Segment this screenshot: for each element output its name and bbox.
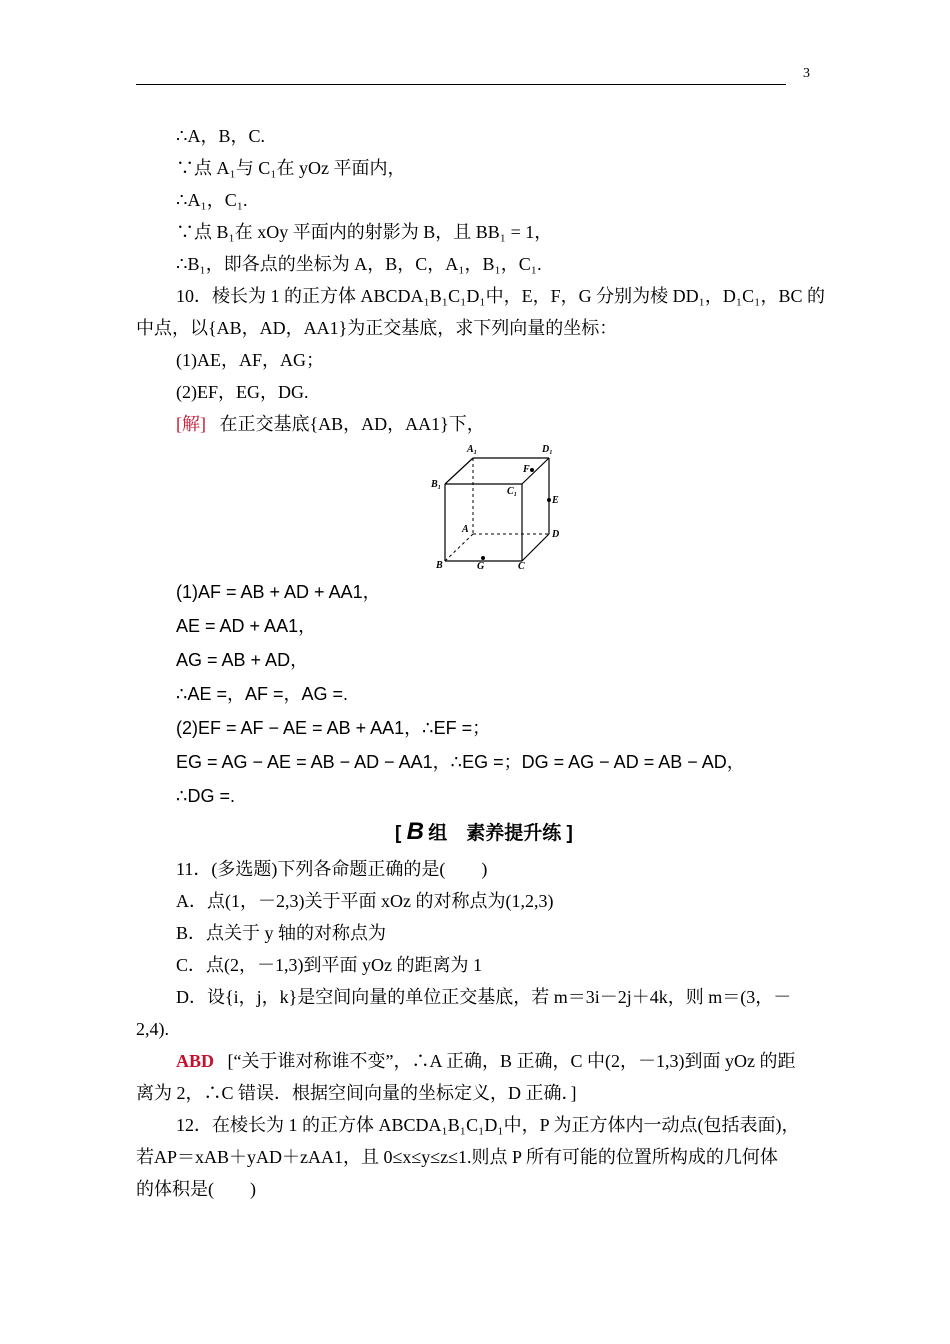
question-12-line: 的体积是( ) [136, 1179, 256, 1199]
point-f [530, 468, 534, 472]
label-d: D [552, 529, 560, 540]
question-10-part: (2)EF，EG，DG. [176, 382, 309, 402]
equation-line: AE = AD + AA1， [176, 616, 317, 636]
section-letter: B [406, 818, 423, 845]
solution-tag: [解] [176, 414, 206, 434]
header-rule [136, 84, 786, 85]
question-10-line: 10．棱长为 1 的正方体 ABCDA₁B₁C₁D₁中，E，F，G 分别为棱 DD₁，D₁C₁，BC 的 [176, 286, 825, 306]
solution-line [176, 412, 485, 436]
text-line: ∴A₁，C₁. [176, 190, 248, 210]
cube-edge [522, 534, 549, 561]
label-e: E [552, 495, 559, 506]
section-heading [395, 818, 573, 846]
equation-line: (1)AF = AB + AD + AA1， [176, 582, 381, 602]
section-bracket-open: [ [395, 823, 402, 844]
answer-explanation: [“关于谁对称谁不变”，∴A 正确，B 正确，C 中(2，－1,3)到面 yOz 的距 [227, 1051, 796, 1071]
question-10-part: (1)AE，AF，AG； [176, 350, 324, 370]
equation-line: (2)EF = AF − AE = AB + AA1，∴EF =； [176, 718, 491, 738]
text-line: ∴A，B，C. [176, 126, 265, 146]
equation-line: EG = AG − AE = AB − AD − AA1，∴EG =；DG = AG − AD = AB − AD， [176, 752, 745, 772]
text-line: ∴B₁，即各点的坐标为 A，B，C，A₁，B₁，C₁. [176, 254, 542, 274]
answer-key: ABD [176, 1051, 215, 1071]
cube-edge [445, 458, 473, 484]
question-12-line: 若AP＝xAB＋yAD＋zAA1，且 0≤x≤y≤z≤1.则点 P 所有可能的位置所构成的几何体 [136, 1147, 778, 1167]
label-c1: C₁ [507, 486, 518, 497]
label-a: A [462, 524, 469, 535]
label-g: G [477, 561, 485, 572]
label-a1: A₁ [467, 444, 478, 455]
cube-hidden-edge [445, 534, 473, 561]
label-c: C [518, 561, 525, 572]
point-e [547, 498, 551, 502]
page-number: 3 [803, 66, 810, 81]
label-b: B [436, 560, 443, 571]
text-line: ∵点 B₁在 xOy 平面内的射影为 B，且 BB₁ = 1， [176, 222, 553, 242]
cube-figure [425, 440, 575, 575]
equation-line: ∴DG =. [176, 786, 235, 806]
question-12-line: 12．在棱长为 1 的正方体 ABCDA₁B₁C₁D₁中，P 为正方体内一动点(包括表面)， [176, 1115, 800, 1135]
equation-line: AG = AB + AD， [176, 650, 309, 670]
section-title: 组 素养提升练 [428, 823, 562, 844]
option-b: B．点关于 y 轴的对称点为 [176, 923, 387, 943]
question-10-line: 中点，以{AB，AD，AA1}为正交基底，求下列向量的坐标： [136, 318, 618, 338]
question-11-stem: 11．(多选题)下列各命题正确的是( ) [176, 859, 488, 879]
option-d-continued: 2,4). [136, 1019, 169, 1039]
equation-line: ∴AE =，AF =，AG =. [176, 684, 349, 704]
solution-text: 在正交基底{AB，AD，AA1}下， [219, 414, 485, 434]
point-g [481, 556, 485, 560]
label-d1: D₁ [542, 444, 553, 455]
text-line: ∵点 A₁与 C₁在 yOz 平面内， [176, 158, 406, 178]
label-b1: B₁ [431, 479, 442, 490]
section-bracket-close: ] [566, 823, 573, 844]
answer-explanation-continued: 离为 2，∴C 错误．根据空间向量的坐标定义，D 正确．] [136, 1083, 577, 1103]
option-c: C．点(2，－1,3)到平面 yOz 的距离为 1 [176, 955, 482, 975]
label-f: F [523, 464, 530, 475]
option-a: A．点(1，－2,3)关于平面 xOz 的对称点为(1,2,3) [176, 891, 554, 911]
option-d: D．设{i，j，k}是空间向量的单位正交基底，若 m＝3i－2j＋4k，则 m＝(3，－ [176, 987, 792, 1007]
answer-line [176, 1049, 795, 1073]
